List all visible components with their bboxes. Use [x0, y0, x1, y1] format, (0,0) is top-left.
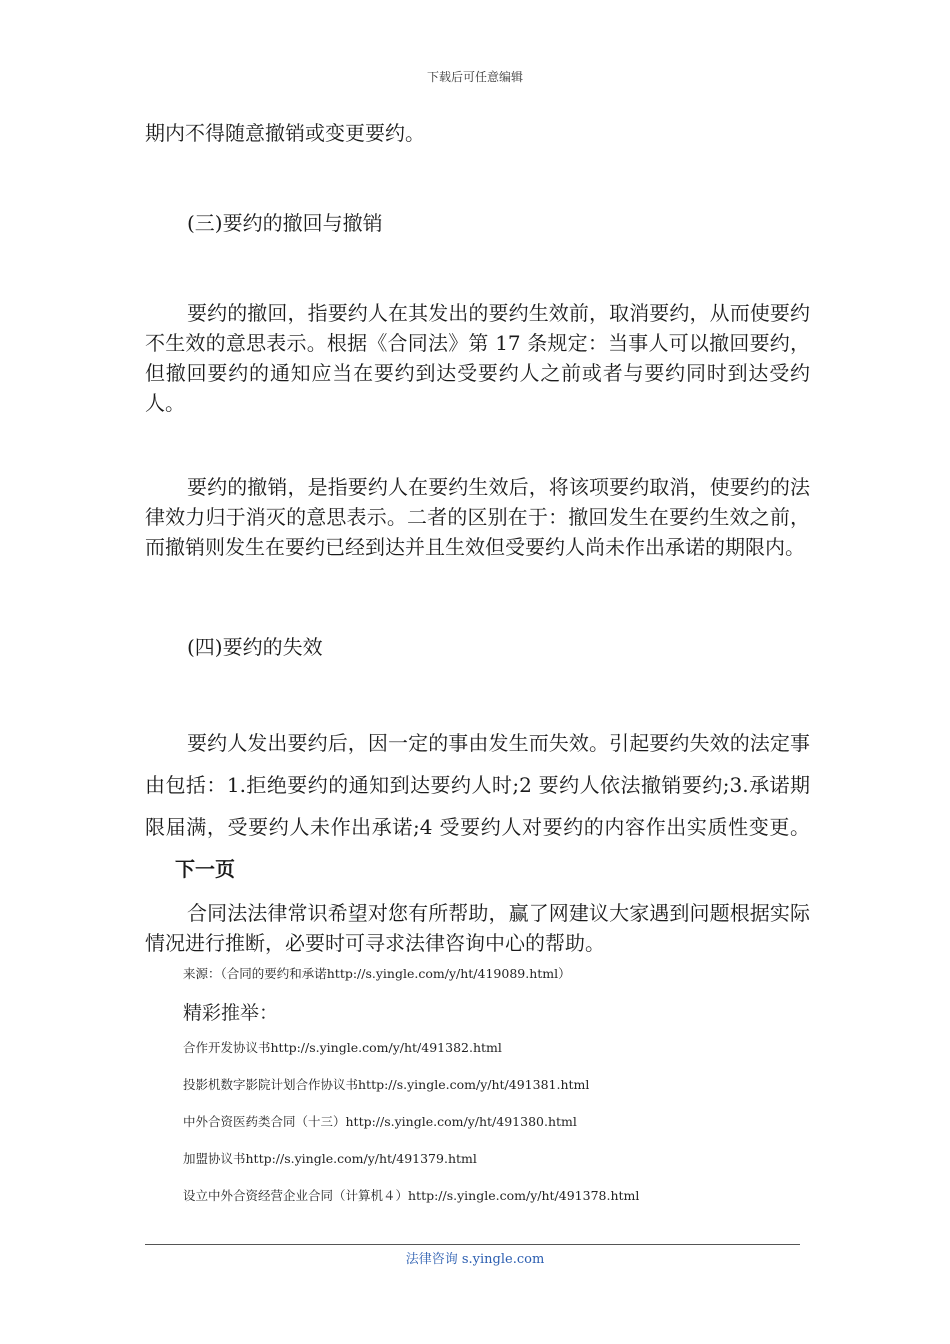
next-page-link[interactable]: 下一页	[175, 857, 235, 881]
recommend-item[interactable]: 中外合资医药类合同（十三）http://s.yingle.com/y/ht/491380.html	[183, 1114, 577, 1129]
recommend-title: 精彩推举：	[183, 1002, 279, 1024]
recommend-item[interactable]: 合作开发协议书http://s.yingle.com/y/ht/491382.html	[183, 1040, 502, 1055]
paragraph-1: 期内不得随意撤销或变更要约。	[145, 121, 425, 145]
footer-divider	[145, 1244, 800, 1245]
paragraph-4	[145, 722, 810, 890]
source-line: 来源：（合同的要约和承诺http://s.yingle.com/y/ht/419089.html）	[183, 966, 571, 981]
paragraph-5: 合同法法律常识希望对您有所帮助，赢了网建议大家遇到问题根据实际情况进行推断，必要时可寻求法律咨询中心的帮助。	[145, 901, 810, 955]
page-footer[interactable]: 法律咨询 s.yingle.com	[405, 1252, 545, 1267]
recommend-item[interactable]: 设立中外合资经营企业合同（计算机４）http://s.yingle.com/y/ht/491378.html	[183, 1188, 640, 1203]
recommend-item[interactable]: 投影机数字影院计划合作协议书http://s.yingle.com/y/ht/491381.html	[183, 1077, 590, 1092]
section-heading-4: (四)要约的失效	[187, 635, 323, 659]
paragraph-3: 要约的撤销，是指要约人在要约生效后，将该项要约取消，使要约的法律效力归于消灭的意思表示。二者的区别在于：撤回发生在要约生效之前，而撤销则发生在要约已经到达并且生效但受要约人尚未作出承诺的期限内。	[145, 475, 810, 559]
paragraph-2: 要约的撤回，指要约人在其发出的要约生效前，取消要约，从而使要约不生效的意思表示。根据《合同法》第 17 条规定：当事人可以撤回要约，但撤回要约的通知应当在要约到达受要约人之前或者与要约同时到达受约人。	[145, 301, 810, 415]
recommend-item[interactable]: 加盟协议书http://s.yingle.com/y/ht/491379.html	[183, 1151, 477, 1166]
section-heading-3: (三)要约的撤回与撤销	[187, 211, 383, 235]
paragraph-4-text: 要约人发出要约后，因一定的事由发生而失效。引起要约失效的法定事由包括：1.拒绝要约的通知到达要约人时;2 要约人依法撤销要约;3.承诺期限届满，受要约人未作出承诺;4 受要约人对要约的内容作出实质性变更。	[145, 731, 810, 839]
page-header: 下载后可任意编辑	[426, 70, 523, 84]
